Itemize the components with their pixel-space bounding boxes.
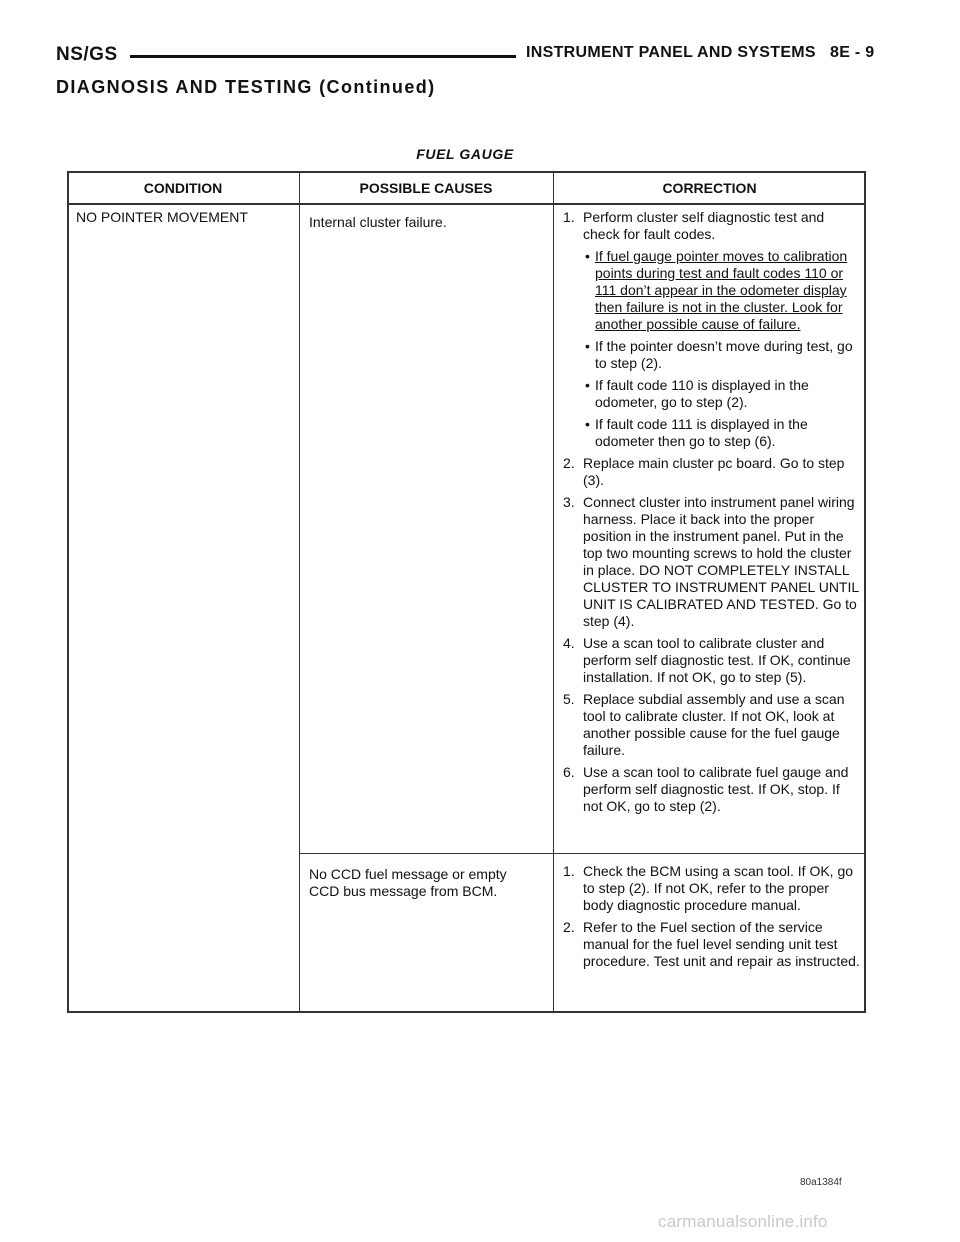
condition-cell: NO POINTER MOVEMENT [76,209,248,225]
bullet-icon: • [585,377,590,393]
row-divider [300,853,866,854]
correction-step [563,209,860,243]
correction-bullet [563,338,860,372]
header-rule [130,55,516,58]
correction-bullet [563,248,860,333]
subheading: DIAGNOSIS AND TESTING (Continued) [56,77,436,97]
bullet-text: If the pointer doesn’t move during test, go to step (2). [595,338,853,371]
header-row-divider [67,203,866,205]
step-number: 6. [563,764,575,780]
step-number: 1. [563,209,575,225]
step-text: Check the BCM using a scan tool. If OK, go to step (2). If not OK, refer to the proper body diagnostic procedure manual. [583,863,854,913]
correction-cell [563,863,860,975]
column-header-correction: CORRECTION [662,180,757,196]
bullet-icon: • [585,248,590,264]
correction-step [563,494,860,630]
step-number: 5. [563,691,575,707]
bullet-icon: • [585,416,590,432]
step-number: 2. [563,919,575,935]
cause-cell: No CCD fuel message or empty CCD bus message from BCM. [309,866,507,899]
step-text: Use a scan tool to calibrate fuel gauge and perform self diagnostic test. If OK, stop. If not OK, go to step (2). [583,764,849,814]
column-header-causes: POSSIBLE CAUSES [359,180,493,196]
watermark: carmanualsonline.info [658,1212,828,1231]
correction-cell [563,209,860,820]
bullet-icon: • [585,338,590,354]
correction-step [563,691,860,759]
correction-step [563,863,860,914]
step-text: Replace subdial assembly and use a scan tool to calibrate cluster. If not OK, look at another possible cause for the fuel gauge failure. [583,691,845,758]
step-text: Use a scan tool to calibrate cluster and perform self diagnostic test. If OK, continue installation. If not OK, go to step (5). [583,635,851,685]
bullet-text: If fault code 110 is displayed in the odometer, go to step (2). [595,377,809,410]
correction-bullet [563,377,860,411]
step-number: 4. [563,635,575,651]
section-title: INSTRUMENT PANEL AND SYSTEMS [526,44,816,61]
page-number: 8E - 9 [830,44,875,61]
figure-id: 80a1384f [800,1177,842,1188]
step-number: 1. [563,863,575,879]
correction-bullet [563,416,860,450]
bullet-text: If fault code 111 is displayed in the odometer then go to step (6). [595,416,808,449]
step-text: Refer to the Fuel section of the service manual for the fuel level sending unit test procedure. Test unit and repair as instructed. [583,919,860,969]
step-number: 2. [563,455,575,471]
step-number: 3. [563,494,575,510]
step-text: Replace main cluster pc board. Go to step (3). [583,455,845,488]
column-divider-2 [553,171,554,1013]
bullet-text: If fuel gauge pointer moves to calibration points during test and fault codes 110 or 111 don’t appear in the odometer display then failure is not in the cluster. Look for another possible cause of failure. [595,248,848,332]
manual-code: NS/GS [56,44,118,65]
step-text: Connect cluster into instrument panel wiring harness. Place it back into the proper position in the instrument panel. Put in the top two mounting screws to hold the cluster in place. DO NOT COMPLETELY INSTALL CLUSTER TO INSTRUMENT PANEL UNTIL UNIT IS CALIBRATED AND TESTED. Go to step (4). [583,494,859,629]
step-text: Perform cluster self diagnostic test and check for fault codes. [583,209,825,242]
cause-cell: Internal cluster failure. [309,214,447,230]
table-title: FUEL GAUGE [416,146,514,162]
column-divider-1 [299,171,300,1013]
column-header-condition: CONDITION [143,180,223,196]
correction-step [563,919,860,970]
correction-step [563,764,860,815]
correction-step [563,455,860,489]
correction-step [563,635,860,686]
